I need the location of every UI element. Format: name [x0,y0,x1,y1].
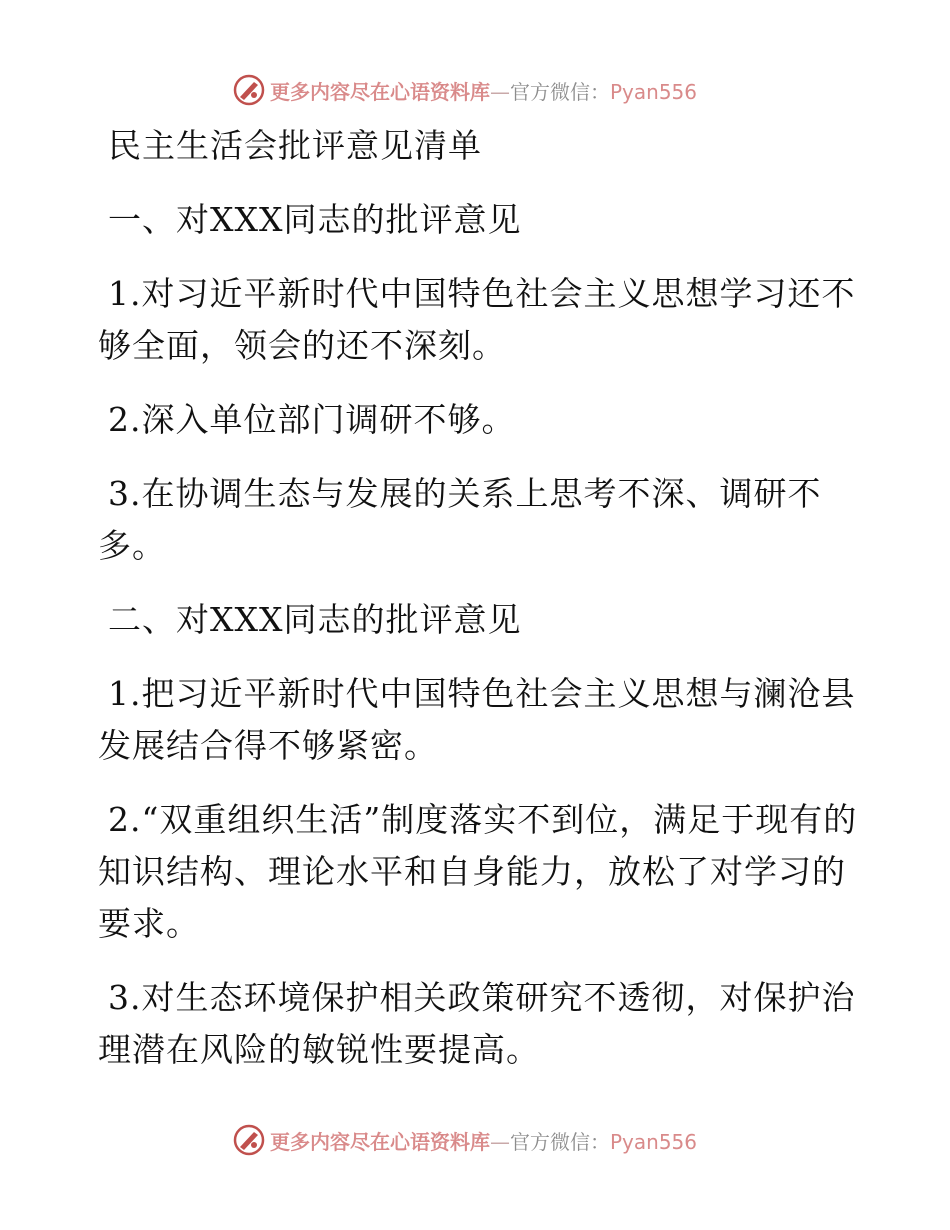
section-2-item-3: 3.对生态环境保护相关政策研究不透彻，对保护治理潜在风险的敏锐性要提高。 [98,978,856,1069]
watermark-banner-bottom [232,1122,712,1158]
pen-circle-logo-icon [232,73,266,107]
watermark-text: 更多内容尽在心语资料库—官方微信：Pyan556 [270,79,698,104]
section-1-item-3: 3.在协调生态与发展的关系上思考不深、调研不多。 [98,474,822,565]
document-title: 民主生活会批评意见清单 [108,126,482,165]
pen-circle-logo-icon [232,1123,266,1157]
section-2-item-1: 1.把习近平新时代中国特色社会主义思想与澜沧县发展结合得不够紧密。 [98,674,856,765]
section-1-item-1: 1.对习近平新时代中国特色社会主义思想学习还不够全面，领会的还不深刻。 [98,274,856,365]
section-1-item-2: 2.深入单位部门调研不够。 [108,400,516,439]
section-heading-1: 一、对XXX同志的批评意见 [108,200,522,239]
section-heading-2: 二、对XXX同志的批评意见 [108,600,522,639]
section-2-item-2: 2.“双重组织生活”制度落实不到位，满足于现有的知识结构、理论水平和自身能力，放松了对学习的要求。 [98,800,858,943]
document-body [98,118,858,1076]
watermark-banner-top [232,72,712,108]
watermark-text: 更多内容尽在心语资料库—官方微信：Pyan556 [270,1129,698,1154]
